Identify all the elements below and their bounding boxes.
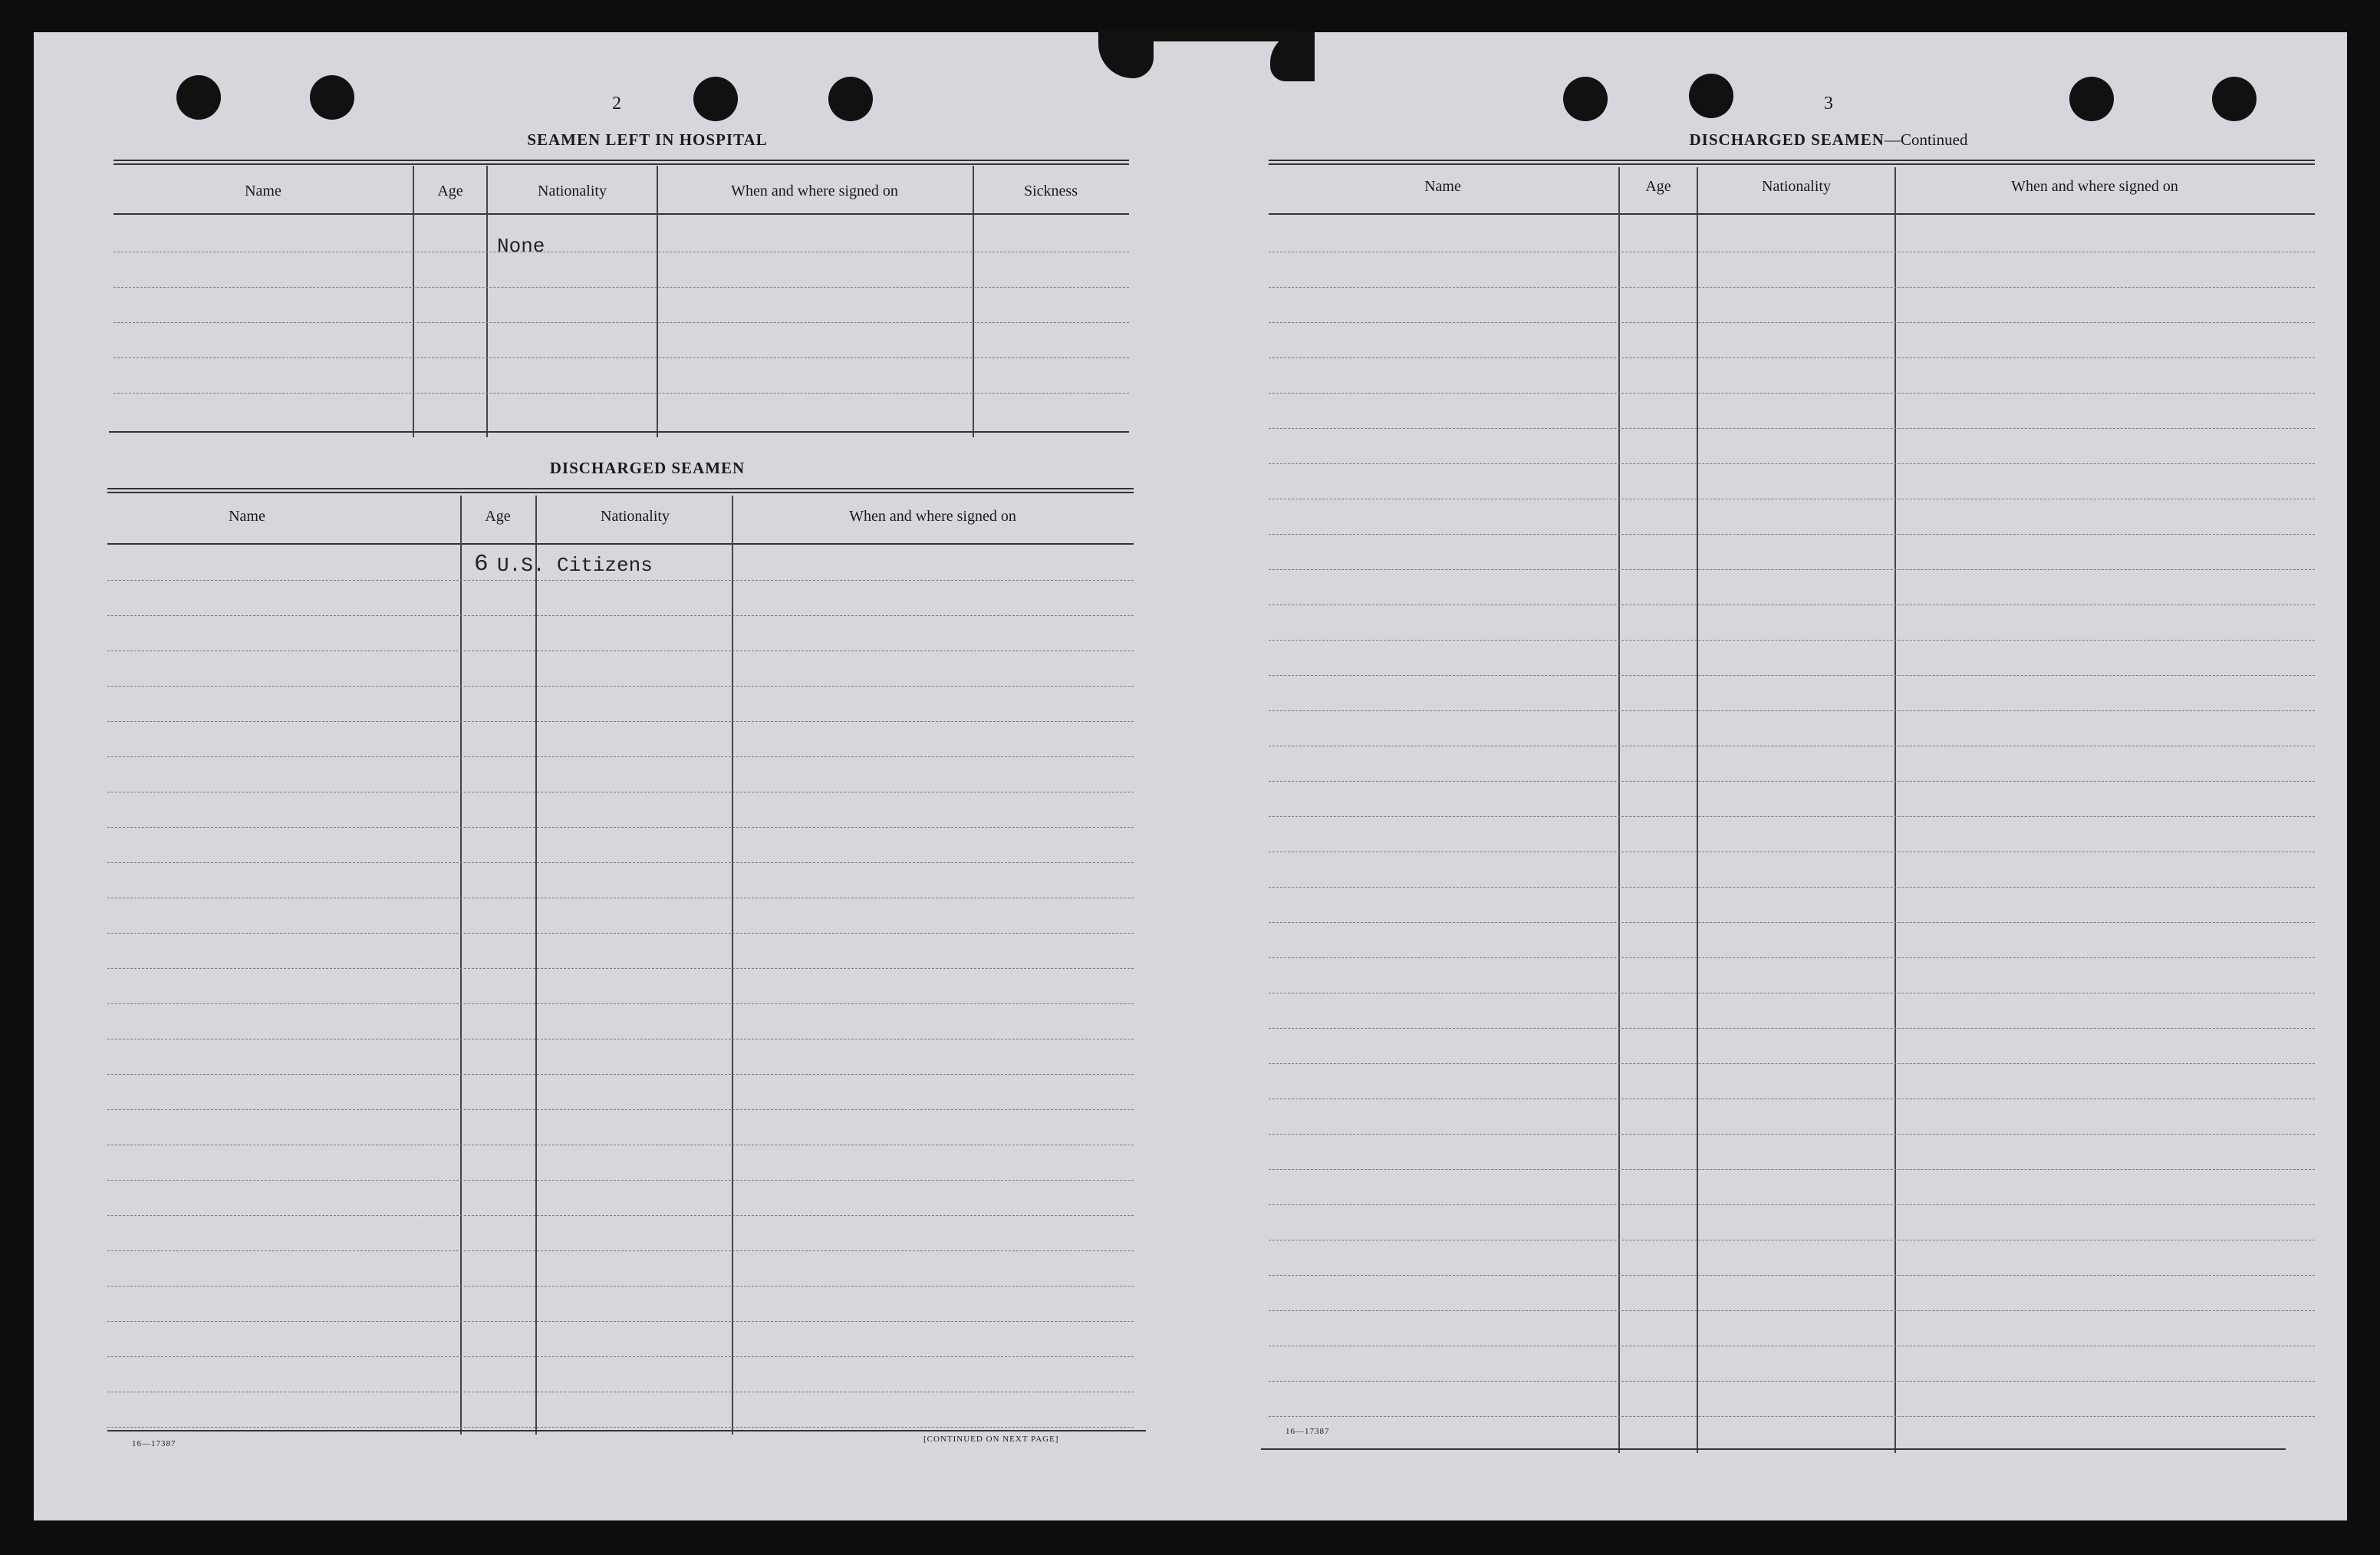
row-line xyxy=(107,756,1134,757)
discharged-header-rule xyxy=(107,543,1134,545)
row-line xyxy=(107,1003,1134,1004)
column-divider xyxy=(1894,167,1896,1453)
row-line xyxy=(107,721,1134,722)
row-line xyxy=(1269,1134,2315,1135)
row-line xyxy=(1269,1416,2315,1417)
row-line xyxy=(1269,463,2315,464)
row-line xyxy=(1269,816,2315,817)
row-line xyxy=(107,968,1134,969)
hospital-col-signed-on: When and where signed on xyxy=(731,183,898,199)
discharged-top-rule xyxy=(107,488,1134,493)
row-line xyxy=(1269,357,2315,358)
discharged-col-name: Name xyxy=(229,508,265,525)
hospital-top-rule xyxy=(114,160,1129,165)
row-line xyxy=(1269,1063,2315,1064)
row-line xyxy=(107,862,1134,863)
right-top-rule xyxy=(1269,160,2315,165)
discharged-nationality-entry: U.S. Citizens xyxy=(497,554,653,577)
row-line xyxy=(107,1180,1134,1181)
right-col-name: Name xyxy=(1424,178,1461,195)
right-header-rule xyxy=(1269,213,2315,215)
right-page xyxy=(1230,32,2347,1520)
row-line xyxy=(107,933,1134,934)
row-line xyxy=(1269,957,2315,958)
continued-note: [CONTINUED ON NEXT PAGE] xyxy=(923,1435,1059,1444)
row-line xyxy=(107,1321,1134,1322)
row-line xyxy=(1269,534,2315,535)
page-number: 2 xyxy=(612,94,621,114)
hospital-bottom-rule xyxy=(109,431,1129,433)
row-line xyxy=(107,580,1134,581)
row-line xyxy=(107,1074,1134,1075)
discharged-col-nationality: Nationality xyxy=(601,508,670,525)
row-line xyxy=(107,1250,1134,1251)
column-divider xyxy=(732,496,733,1435)
row-line xyxy=(1269,1275,2315,1276)
row-line xyxy=(107,1356,1134,1357)
hospital-col-nationality: Nationality xyxy=(538,183,607,199)
row-line xyxy=(1269,1204,2315,1205)
row-line xyxy=(107,1215,1134,1216)
form-number: 16—17387 xyxy=(1285,1427,1330,1436)
form-number: 16—17387 xyxy=(132,1439,176,1448)
row-line xyxy=(1269,922,2315,923)
title-main: DISCHARGED SEAMEN xyxy=(1689,130,1885,149)
row-line xyxy=(1269,1310,2315,1311)
row-line xyxy=(1269,887,2315,888)
row-line xyxy=(1269,393,2315,394)
discharged-section-title: DISCHARGED SEAMEN xyxy=(549,459,746,477)
row-line xyxy=(107,1109,1134,1110)
page-number: 3 xyxy=(1824,94,1833,114)
column-divider xyxy=(973,166,974,437)
left-page-bottom-rule xyxy=(107,1430,1146,1431)
hospital-col-age: Age xyxy=(437,183,463,199)
row-line xyxy=(1269,287,2315,288)
count-value: 6 xyxy=(474,551,489,578)
discharged-count-entry xyxy=(474,551,489,578)
right-section-title xyxy=(1522,130,2135,150)
row-line xyxy=(1269,1169,2315,1170)
left-page xyxy=(34,32,1161,1520)
hospital-header-rule xyxy=(114,213,1129,215)
column-divider xyxy=(486,166,488,437)
discharged-col-signed-on: When and where signed on xyxy=(849,508,1016,525)
column-divider xyxy=(535,496,537,1435)
right-col-nationality: Nationality xyxy=(1762,178,1831,195)
right-col-signed-on: When and where signed on xyxy=(2011,178,2178,195)
row-line xyxy=(114,287,1129,288)
hospital-col-sickness: Sickness xyxy=(1024,183,1078,199)
discharged-col-age: Age xyxy=(485,508,511,525)
row-line xyxy=(1269,1028,2315,1029)
row-line xyxy=(1269,640,2315,641)
column-divider xyxy=(657,166,658,437)
column-divider xyxy=(1697,167,1698,1453)
column-divider xyxy=(1618,167,1620,1453)
row-line xyxy=(1269,1381,2315,1382)
document-sheet xyxy=(34,32,2347,1520)
row-line xyxy=(114,393,1129,394)
hospital-col-name: Name xyxy=(245,183,281,199)
row-line xyxy=(1269,675,2315,676)
right-page-bottom-rule xyxy=(1261,1448,2286,1450)
row-line xyxy=(107,686,1134,687)
row-line xyxy=(1269,428,2315,429)
row-line xyxy=(1269,322,2315,323)
row-line xyxy=(1269,569,2315,570)
column-divider xyxy=(413,166,414,437)
row-line xyxy=(107,1427,1134,1428)
row-line xyxy=(107,827,1134,828)
row-line xyxy=(1269,710,2315,711)
column-divider xyxy=(460,496,462,1435)
row-line xyxy=(107,615,1134,616)
row-line xyxy=(114,322,1129,323)
right-col-age: Age xyxy=(1645,178,1671,195)
title-continued: —Continued xyxy=(1884,130,1968,149)
hospital-nationality-entry: None xyxy=(497,235,545,258)
row-line xyxy=(114,357,1129,358)
row-line xyxy=(1269,781,2315,782)
hospital-section-title: SEAMEN LEFT IN HOSPITAL xyxy=(527,130,768,149)
